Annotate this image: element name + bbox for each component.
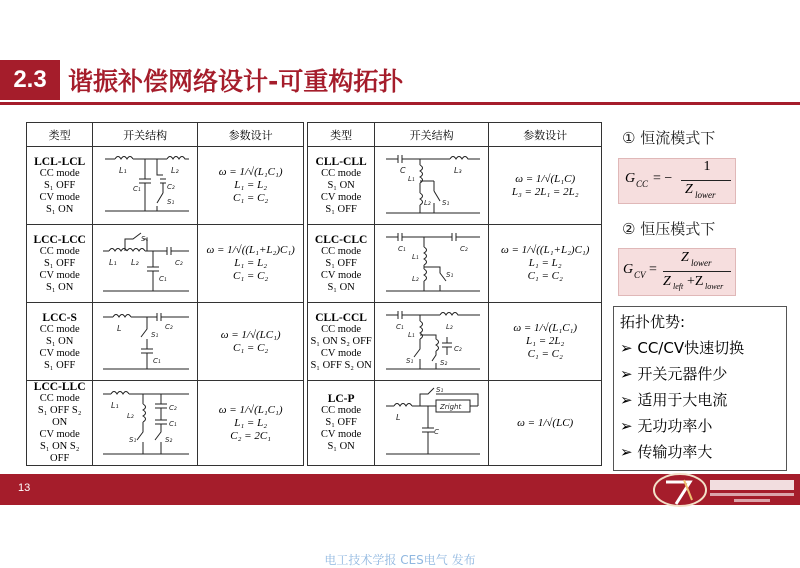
mode-line: CV mode: [320, 429, 362, 440]
formula-line: C₁ = C₂: [233, 341, 269, 354]
svg-text:C₂: C₂: [169, 404, 177, 412]
mode-line: CV mode: [320, 269, 362, 281]
svg-text:C₁: C₁: [397, 244, 406, 253]
svg-text:S₂: S₂: [439, 358, 447, 367]
publisher-caption: 电工技术学报 CES电气 发布: [324, 553, 476, 567]
topology-name: CLC-CLC: [314, 233, 368, 246]
type-cell: [27, 225, 93, 303]
svg-text:C₁: C₁: [159, 274, 167, 283]
circuit-cell: [374, 147, 489, 225]
circuit-cell: [374, 225, 489, 303]
formula-line: C₂ = 2C₁: [230, 429, 272, 442]
cv-mode-label: ② 恒压模式下: [622, 220, 716, 238]
eq-denominator-sub: left: [673, 282, 684, 291]
topology-name: LCL-LCL: [34, 155, 86, 168]
mode-line: S₁ ON S₂: [39, 441, 80, 452]
mode-line: S₁ OFF S₂ ON: [310, 359, 372, 371]
circuit-cell: [374, 303, 489, 381]
formula-line: C₁ = C₂: [527, 270, 563, 282]
topology-name: LCC-S: [42, 311, 77, 324]
svg-text:L₂: L₂: [171, 165, 179, 175]
formula-line: C₁ = C₂: [527, 348, 563, 360]
col-header-type: 类型: [27, 123, 93, 147]
type-cell: [308, 225, 374, 303]
table-row: [27, 147, 602, 225]
param-cell: [197, 225, 304, 303]
svg-text:S₁: S₁: [167, 197, 175, 206]
svg-text:S₂: S₂: [165, 436, 173, 444]
table-header-row: [27, 123, 602, 147]
arrow-bullet-icon: ➢: [620, 391, 638, 409]
lcl-lcl-circuit-diagram: [97, 151, 193, 221]
svg-text:S₁: S₁: [405, 356, 413, 365]
param-cell: [489, 303, 602, 381]
mode-line: S₁ OFF: [43, 179, 76, 191]
svg-text:L₁: L₁: [407, 174, 415, 183]
advantage-item: ➢ 适用于大电流: [620, 391, 728, 409]
svg-text:L₂: L₂: [445, 322, 453, 331]
topology-name: LC-P: [327, 393, 355, 405]
mode-line: CC mode: [39, 323, 80, 335]
svg-text:S₁: S₁: [445, 270, 453, 279]
mode-line: CV mode: [39, 429, 80, 440]
param-cell: [489, 225, 602, 303]
mode-line: S₁ ON S₂ OFF: [310, 335, 372, 347]
param-cell: [197, 303, 304, 381]
page-number: 13: [18, 482, 31, 494]
formula-line: L₃ = 2L₁ = 2L₂: [511, 185, 579, 198]
mode-line: CV mode: [39, 347, 80, 359]
formula-line: ω = 1/√(LC): [517, 416, 574, 429]
circuit-cell: [93, 225, 198, 303]
table-row: [27, 225, 602, 303]
mode-line: CV mode: [39, 191, 80, 203]
mode-line: S₁ OFF: [43, 359, 76, 371]
circuit-cell: [93, 381, 198, 466]
svg-text:L₁: L₁: [407, 330, 415, 339]
eq-symbol-sub: CV: [634, 270, 646, 280]
mode-line: CC mode: [321, 323, 362, 335]
eq-denominator-sub: lower: [695, 190, 716, 200]
mode-line: CC mode: [321, 167, 362, 179]
type-cell: [27, 303, 93, 381]
arrow-bullet-icon: ➢: [620, 339, 638, 357]
mode-line: CC mode: [39, 245, 80, 257]
mode-line: CV mode: [320, 191, 362, 203]
eq-numerator-sub: lower: [691, 258, 712, 268]
type-cell: [308, 381, 374, 466]
svg-text:L₁: L₁: [111, 401, 119, 410]
svg-text:C: C: [399, 165, 406, 175]
mode-line: S₁ ON: [46, 281, 74, 293]
col-header-param: 参数设计: [489, 123, 602, 147]
svg-text:C₂: C₂: [453, 344, 462, 353]
eq-numerator: 1: [703, 159, 711, 174]
mode-line: S₁ ON: [46, 335, 74, 347]
svg-text:C₁: C₁: [133, 184, 141, 193]
svg-text:C₂: C₂: [167, 182, 175, 191]
mode-line: S₁ ON: [327, 281, 355, 293]
eq-symbol: G: [625, 171, 636, 186]
svg-text:S₁: S₁: [129, 436, 137, 444]
eq-symbol-sub: CC: [636, 179, 649, 189]
arrow-bullet-icon: ➢: [620, 417, 638, 435]
svg-text:L₃: L₃: [453, 165, 462, 175]
formula-line: L₁ = 2L₂: [526, 335, 565, 347]
table-row: [27, 381, 602, 466]
arrow-bullet-icon: ➢: [620, 365, 638, 383]
svg-text:C₁: C₁: [153, 356, 161, 365]
slide-header: [0, 60, 800, 106]
advantages-title: 拓扑优势:: [620, 313, 686, 331]
slide-title: 谐振补偿网络设计-可重构拓扑: [68, 67, 404, 96]
mode-line: ON: [52, 417, 68, 428]
header-rule: [0, 102, 800, 105]
svg-text:S₁: S₁: [151, 330, 159, 339]
eq-symbol: G: [623, 262, 634, 277]
cll-cll-circuit-diagram: [380, 151, 484, 221]
advantages-box: [613, 306, 787, 471]
col-header-param: 参数设计: [197, 123, 304, 147]
advantage-item: ➢ 无功功率小: [620, 417, 713, 435]
mode-line: S₁ OFF: [43, 257, 76, 269]
formula-line: ω = 1/√(L₁C₁): [218, 166, 283, 178]
section-number: 2.3: [0, 60, 60, 100]
mode-line: S₁ OFF: [325, 203, 357, 215]
formula-line: L₁ = L₂: [234, 257, 268, 269]
lcc-llc-circuit-diagram: [97, 384, 193, 462]
param-cell: [197, 147, 304, 225]
formula-line: ω = 1/√(L₁C₁): [218, 403, 283, 416]
svg-text:S₁: S₁: [435, 386, 443, 394]
mode-line: S₁ OFF: [325, 257, 357, 269]
param-cell: [197, 381, 304, 466]
svg-text:C: C: [433, 428, 439, 436]
mode-line: CC mode: [39, 393, 80, 404]
table-row: [27, 303, 602, 381]
svg-text:C₂: C₂: [175, 258, 183, 267]
mode-line: CC mode: [321, 245, 362, 257]
formula-line: C₁ = C₂: [233, 192, 269, 204]
eq-denominator-sub: lower: [705, 282, 724, 291]
arrow-bullet-icon: ➢: [620, 443, 638, 461]
mode-line: CV mode: [39, 269, 80, 281]
type-cell: [27, 381, 93, 466]
mode-line: S₁ ON: [327, 441, 355, 452]
mode-line: CV mode: [320, 347, 362, 359]
formula-line: ω = 1/√((L₁+L₂)C₁): [206, 244, 295, 256]
col-header-type: 类型: [308, 123, 374, 147]
svg-text:L₁: L₁: [119, 165, 127, 175]
circuit-cell: [93, 303, 198, 381]
type-cell: [308, 147, 374, 225]
formula-line: L₁ = L₂: [234, 416, 268, 429]
mode-line: S₁ ON: [46, 203, 74, 215]
svg-text:C₁: C₁: [169, 420, 177, 428]
mode-line: S₁ OFF S₂: [37, 405, 82, 416]
svg-text:L: L: [395, 413, 401, 422]
cll-ccl-circuit-diagram: [380, 307, 484, 377]
lcc-lcc-circuit-diagram: [97, 229, 193, 299]
formula-line: L₁ = L₂: [528, 257, 562, 269]
lcc-s-circuit-diagram: [97, 307, 193, 377]
cc-gain-equation: G CC = − 1 Z lower: [618, 158, 736, 204]
param-cell: [489, 381, 602, 466]
svg-text:Zright: Zright: [439, 403, 461, 411]
col-header-switch: 开关结构: [374, 123, 489, 147]
mode-line: S₁ ON: [327, 179, 355, 191]
type-cell: [308, 303, 374, 381]
svg-text:C₂: C₂: [165, 322, 173, 331]
topology-name: CLL-CCL: [315, 311, 367, 324]
formula-line: ω = 1/√(LC₁): [220, 328, 281, 341]
svg-text:C₂: C₂: [459, 244, 468, 253]
formula-line: ω = 1/√(L₁C): [515, 172, 576, 185]
topology-table: [26, 122, 602, 466]
type-cell: [27, 147, 93, 225]
eq-denominator: Z: [663, 274, 671, 289]
advantage-item: ➢ 开关元器件少: [620, 365, 728, 383]
mode-line: S₁ OFF: [325, 417, 357, 428]
cc-mode-label: ① 恒流模式下: [622, 129, 716, 147]
svg-text:L₁: L₁: [411, 252, 419, 261]
mode-line: CC mode: [321, 405, 362, 416]
circuit-cell: [93, 147, 198, 225]
formula-line: ω = 1/√((L₁+L₂)C₁): [500, 244, 590, 256]
university-logo-icon: [650, 470, 800, 510]
advantage-item: ➢ CC/CV快速切换: [620, 339, 745, 357]
svg-text:L₁: L₁: [109, 257, 117, 267]
svg-text:L₂: L₂: [127, 412, 134, 420]
formula-line: ω = 1/√(L₁C₁): [513, 322, 578, 334]
mode-line: CC mode: [39, 167, 80, 179]
param-cell: [489, 147, 602, 225]
cv-gain-equation: G CV = Z lower Z left +Z lower: [618, 248, 736, 296]
eq-denominator: Z: [685, 182, 693, 197]
formula-line: C₁ = C₂: [233, 270, 269, 282]
advantage-item: ➢ 传输功率大: [620, 443, 713, 461]
lc-p-circuit-diagram: [380, 384, 484, 462]
svg-text:S₁: S₁: [441, 198, 449, 207]
svg-text:C₁: C₁: [395, 322, 404, 331]
formula-line: L₁ = L₂: [234, 179, 268, 191]
topology-name: LCC-LLC: [33, 381, 86, 393]
svg-text:L: L: [117, 323, 122, 333]
circuit-cell: [374, 381, 489, 466]
clc-clc-circuit-diagram: [380, 229, 484, 299]
svg-text:S₁: S₁: [141, 234, 149, 243]
topology-name: CLL-CLL: [315, 155, 367, 168]
mode-line: OFF: [50, 453, 70, 464]
svg-text:L₂: L₂: [131, 257, 139, 267]
svg-text:L₂: L₂: [423, 198, 431, 207]
eq-numerator: Z: [681, 250, 689, 265]
topology-name: LCC-LCC: [33, 233, 86, 246]
col-header-switch: 开关结构: [93, 123, 198, 147]
svg-text:L₂: L₂: [411, 274, 419, 283]
